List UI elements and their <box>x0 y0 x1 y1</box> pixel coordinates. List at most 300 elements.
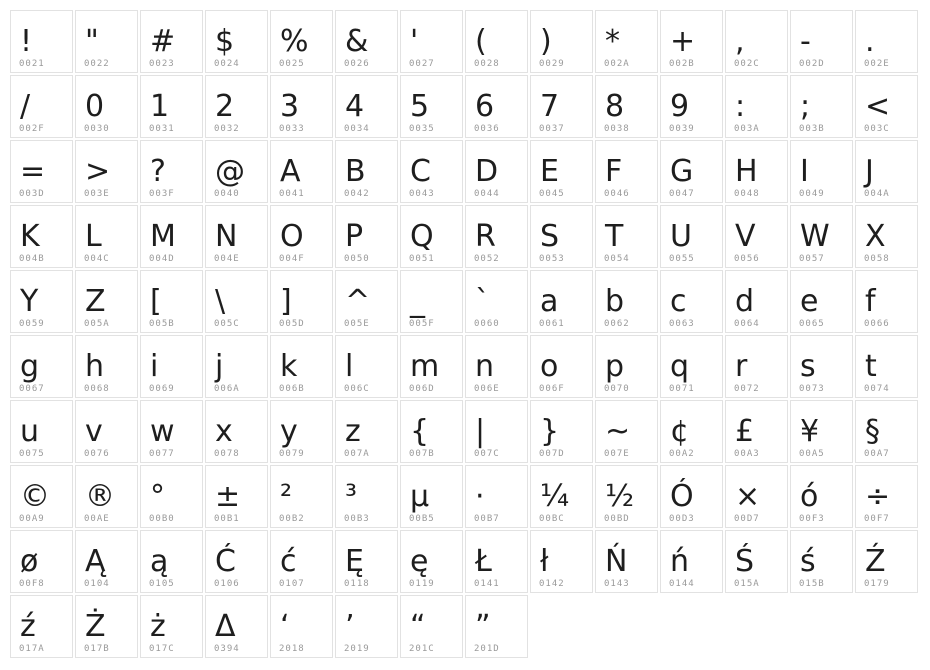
glyph-cell <box>725 465 788 528</box>
glyph-codepoint-label: 0142 <box>539 579 565 589</box>
glyph-codepoint-label: 007D <box>539 449 565 459</box>
glyph-character: W <box>800 218 830 254</box>
glyph-cell <box>335 205 398 268</box>
glyph-cell <box>270 400 333 463</box>
glyph-character: ³ <box>345 478 358 514</box>
glyph-codepoint-label: 0119 <box>409 579 435 589</box>
glyph-cell <box>530 335 593 398</box>
glyph-cell <box>335 335 398 398</box>
glyph-cell <box>205 465 268 528</box>
glyph-character: G <box>670 153 694 189</box>
glyph-cell <box>10 465 73 528</box>
glyph-character: O <box>280 218 304 254</box>
glyph-codepoint-label: 003E <box>84 189 110 199</box>
glyph-cell <box>205 335 268 398</box>
glyph-character: ' <box>410 23 419 59</box>
glyph-cell <box>530 10 593 73</box>
glyph-codepoint-label: 0055 <box>669 254 695 264</box>
glyph-character: % <box>280 23 309 59</box>
glyph-cell <box>270 10 333 73</box>
glyph-cell <box>595 270 658 333</box>
glyph-codepoint-label: 003C <box>864 124 890 134</box>
glyph-cell <box>140 75 203 138</box>
glyph-character: + <box>670 23 696 59</box>
glyph-codepoint-label: 201D <box>474 644 500 654</box>
glyph-cell <box>10 205 73 268</box>
glyph-codepoint-label: 004B <box>19 254 45 264</box>
glyph-cell <box>855 75 918 138</box>
glyph-character: X <box>865 218 886 254</box>
glyph-codepoint-label: 0026 <box>344 59 370 69</box>
glyph-cell <box>855 400 918 463</box>
glyph-codepoint-label: 006D <box>409 384 435 394</box>
glyph-codepoint-label: 0035 <box>409 124 435 134</box>
glyph-codepoint-label: 00BC <box>539 514 565 524</box>
glyph-cell <box>205 530 268 593</box>
glyph-character: H <box>735 153 758 189</box>
glyph-character: o <box>540 348 559 384</box>
glyph-codepoint-label: 0033 <box>279 124 305 134</box>
glyph-character: Ż <box>85 608 106 644</box>
glyph-character: Ę <box>345 543 364 579</box>
glyph-codepoint-label: 00A5 <box>799 449 825 459</box>
glyph-character: " <box>85 23 99 59</box>
glyph-codepoint-label: 0141 <box>474 579 500 589</box>
glyph-character: P <box>345 218 364 254</box>
glyph-character: * <box>605 23 620 59</box>
glyph-character: g <box>20 348 40 384</box>
glyph-cell <box>75 205 138 268</box>
glyph-cell <box>660 75 723 138</box>
glyph-cell <box>140 530 203 593</box>
glyph-codepoint-label: 003D <box>19 189 45 199</box>
glyph-cell <box>660 140 723 203</box>
glyph-cell <box>790 75 853 138</box>
glyph-cell <box>335 465 398 528</box>
glyph-character: S <box>540 218 560 254</box>
glyph-codepoint-label: 002F <box>19 124 45 134</box>
glyph-codepoint-label: 015B <box>799 579 825 589</box>
glyph-cell <box>205 400 268 463</box>
glyph-cell <box>75 400 138 463</box>
glyph-character: Y <box>20 283 39 319</box>
glyph-codepoint-label: 0048 <box>734 189 760 199</box>
glyph-cell <box>140 465 203 528</box>
glyph-cell <box>855 465 918 528</box>
glyph-cell <box>75 10 138 73</box>
glyph-cell <box>790 400 853 463</box>
glyph-character: E <box>540 153 559 189</box>
glyph-character: e <box>800 283 819 319</box>
glyph-cell <box>465 335 528 398</box>
glyph-cell <box>725 140 788 203</box>
glyph-character: 4 <box>345 88 365 124</box>
glyph-character: N <box>215 218 238 254</box>
glyph-codepoint-label: 0028 <box>474 59 500 69</box>
glyph-cell <box>725 205 788 268</box>
glyph-cell <box>595 140 658 203</box>
glyph-cell <box>725 400 788 463</box>
glyph-character: ) <box>540 23 552 59</box>
glyph-cell <box>790 270 853 333</box>
glyph-codepoint-label: 0056 <box>734 254 760 264</box>
glyph-codepoint-label: 0107 <box>279 579 305 589</box>
glyph-cell <box>660 400 723 463</box>
glyph-cell <box>530 270 593 333</box>
glyph-codepoint-label: 0070 <box>604 384 630 394</box>
glyph-codepoint-label: 002B <box>669 59 695 69</box>
glyph-cell <box>400 10 463 73</box>
glyph-codepoint-label: 0079 <box>279 449 305 459</box>
glyph-character: 9 <box>670 88 690 124</box>
glyph-codepoint-label: 002A <box>604 59 630 69</box>
glyph-cell <box>400 400 463 463</box>
glyph-codepoint-label: 007B <box>409 449 435 459</box>
glyph-cell <box>465 10 528 73</box>
glyph-character: _ <box>410 283 425 319</box>
glyph-codepoint-label: 0032 <box>214 124 240 134</box>
glyph-character: Ó <box>670 478 694 514</box>
glyph-character: < <box>865 88 891 124</box>
glyph-character: ą <box>150 543 169 579</box>
glyph-character: ø <box>20 543 39 579</box>
glyph-codepoint-label: 0063 <box>669 319 695 329</box>
glyph-cell <box>660 205 723 268</box>
glyph-codepoint-label: 005B <box>149 319 175 329</box>
glyph-codepoint-label: 0047 <box>669 189 695 199</box>
glyph-codepoint-label: 2019 <box>344 644 370 654</box>
glyph-character: ” <box>475 608 491 644</box>
glyph-character: D <box>475 153 499 189</box>
glyph-codepoint-label: 0023 <box>149 59 175 69</box>
glyph-cell <box>140 335 203 398</box>
glyph-character: / <box>20 88 31 124</box>
glyph-codepoint-label: 0062 <box>604 319 630 329</box>
glyph-cell <box>400 465 463 528</box>
glyph-cell <box>205 10 268 73</box>
glyph-character: ś <box>800 543 816 579</box>
glyph-codepoint-label: 00B7 <box>474 514 500 524</box>
glyph-character: 3 <box>280 88 300 124</box>
glyph-codepoint-label: 0036 <box>474 124 500 134</box>
glyph-codepoint-label: 004D <box>149 254 175 264</box>
glyph-cell <box>660 465 723 528</box>
glyph-character: ½ <box>605 478 635 514</box>
glyph-character: q <box>670 348 690 384</box>
glyph-cell <box>530 530 593 593</box>
glyph-character: c <box>670 283 687 319</box>
glyph-cell <box>75 140 138 203</box>
glyph-codepoint-label: 00F3 <box>799 514 825 524</box>
glyph-codepoint-label: 00D7 <box>734 514 760 524</box>
glyph-codepoint-label: 006B <box>279 384 305 394</box>
glyph-cell <box>400 335 463 398</box>
glyph-cell <box>790 335 853 398</box>
glyph-cell <box>530 465 593 528</box>
glyph-character: ² <box>280 478 293 514</box>
glyph-cell <box>660 530 723 593</box>
glyph-codepoint-label: 0021 <box>19 59 45 69</box>
glyph-character: ‘ <box>280 608 290 644</box>
glyph-codepoint-label: 004A <box>864 189 890 199</box>
glyph-cell <box>465 400 528 463</box>
glyph-codepoint-label: 0104 <box>84 579 110 589</box>
glyph-codepoint-label: 0059 <box>19 319 45 329</box>
glyph-character: ’ <box>345 608 355 644</box>
glyph-codepoint-label: 0043 <box>409 189 435 199</box>
glyph-cell <box>790 10 853 73</box>
glyph-cell <box>530 400 593 463</box>
glyph-character: “ <box>410 608 426 644</box>
glyph-codepoint-label: 004C <box>84 254 110 264</box>
glyph-cell <box>400 270 463 333</box>
glyph-codepoint-label: 00A7 <box>864 449 890 459</box>
glyph-codepoint-label: 017A <box>19 644 45 654</box>
glyph-cell <box>855 140 918 203</box>
glyph-character: ł <box>540 543 549 579</box>
glyph-codepoint-label: 0078 <box>214 449 240 459</box>
glyph-cell <box>595 400 658 463</box>
glyph-cell <box>855 10 918 73</box>
glyph-character: 8 <box>605 88 625 124</box>
glyph-cell <box>400 140 463 203</box>
glyph-character: ; <box>800 88 811 124</box>
glyph-codepoint-label: 201C <box>409 644 435 654</box>
glyph-codepoint-label: 0038 <box>604 124 630 134</box>
glyph-cell <box>75 465 138 528</box>
glyph-codepoint-label: 0106 <box>214 579 240 589</box>
glyph-character: V <box>735 218 756 254</box>
glyph-codepoint-label: 007C <box>474 449 500 459</box>
glyph-cell <box>205 205 268 268</box>
glyph-cell <box>400 205 463 268</box>
glyph-codepoint-label: 005C <box>214 319 240 329</box>
glyph-cell <box>270 270 333 333</box>
glyph-codepoint-label: 0040 <box>214 189 240 199</box>
glyph-cell <box>335 140 398 203</box>
glyph-codepoint-label: 0060 <box>474 319 500 329</box>
glyph-character: m <box>410 348 440 384</box>
glyph-character: s <box>800 348 816 384</box>
glyph-codepoint-label: 0027 <box>409 59 435 69</box>
glyph-character: ® <box>85 478 115 514</box>
glyph-codepoint-label: 0022 <box>84 59 110 69</box>
glyph-cell <box>855 270 918 333</box>
glyph-cell <box>335 595 398 658</box>
glyph-codepoint-label: 007A <box>344 449 370 459</box>
glyph-codepoint-label: 0072 <box>734 384 760 394</box>
glyph-cell <box>10 140 73 203</box>
glyph-character: ó <box>800 478 819 514</box>
glyph-codepoint-label: 0037 <box>539 124 565 134</box>
glyph-character: J <box>865 153 874 189</box>
glyph-cell <box>595 75 658 138</box>
glyph-cell <box>140 595 203 658</box>
glyph-codepoint-label: 0050 <box>344 254 370 264</box>
glyph-character: 1 <box>150 88 170 124</box>
glyph-cell <box>270 205 333 268</box>
glyph-cell <box>270 75 333 138</box>
glyph-character: & <box>345 23 369 59</box>
glyph-character: h <box>85 348 105 384</box>
glyph-character: ! <box>20 23 33 59</box>
glyph-codepoint-label: 0049 <box>799 189 825 199</box>
glyph-codepoint-label: 002E <box>864 59 890 69</box>
glyph-character: ¥ <box>800 413 820 449</box>
glyph-codepoint-label: 00BD <box>604 514 630 524</box>
glyph-character: ¢ <box>670 413 690 449</box>
glyph-cell <box>140 205 203 268</box>
glyph-codepoint-label: 0061 <box>539 319 565 329</box>
glyph-codepoint-label: 00B2 <box>279 514 305 524</box>
glyph-character: ń <box>670 543 690 579</box>
glyph-cell <box>660 335 723 398</box>
glyph-codepoint-label: 004E <box>214 254 240 264</box>
glyph-character: y <box>280 413 298 449</box>
glyph-character: @ <box>215 153 245 189</box>
glyph-character: ` <box>475 283 490 319</box>
glyph-character: # <box>150 23 176 59</box>
glyph-character: > <box>85 153 111 189</box>
glyph-codepoint-label: 006E <box>474 384 500 394</box>
glyph-character: | <box>475 413 486 449</box>
glyph-codepoint-label: 003A <box>734 124 760 134</box>
glyph-cell <box>595 10 658 73</box>
glyph-codepoint-label: 0073 <box>799 384 825 394</box>
glyph-character: F <box>605 153 623 189</box>
glyph-character: 7 <box>540 88 560 124</box>
glyph-codepoint-label: 0064 <box>734 319 760 329</box>
glyph-cell <box>855 335 918 398</box>
glyph-character: : <box>735 88 746 124</box>
glyph-codepoint-label: 0054 <box>604 254 630 264</box>
character-map-grid <box>10 10 922 660</box>
glyph-cell <box>855 530 918 593</box>
glyph-character: [ <box>150 283 162 319</box>
glyph-character: ? <box>150 153 166 189</box>
glyph-character: ć <box>280 543 297 579</box>
glyph-cell <box>270 335 333 398</box>
glyph-cell <box>10 400 73 463</box>
glyph-codepoint-label: 005F <box>409 319 435 329</box>
glyph-codepoint-label: 006F <box>539 384 565 394</box>
glyph-codepoint-label: 0069 <box>149 384 175 394</box>
glyph-codepoint-label: 015A <box>734 579 760 589</box>
glyph-codepoint-label: 005A <box>84 319 110 329</box>
glyph-cell <box>465 75 528 138</box>
glyph-cell <box>335 75 398 138</box>
glyph-codepoint-label: 0042 <box>344 189 370 199</box>
glyph-cell <box>530 140 593 203</box>
glyph-character: r <box>735 348 748 384</box>
glyph-cell <box>205 140 268 203</box>
glyph-character: 0 <box>85 88 105 124</box>
glyph-character: f <box>865 283 876 319</box>
glyph-codepoint-label: 0057 <box>799 254 825 264</box>
glyph-character: b <box>605 283 625 319</box>
glyph-codepoint-label: 00A9 <box>19 514 45 524</box>
glyph-character: ( <box>475 23 487 59</box>
glyph-codepoint-label: 003F <box>149 189 175 199</box>
glyph-cell <box>10 335 73 398</box>
glyph-codepoint-label: 0039 <box>669 124 695 134</box>
glyph-codepoint-label: 00B5 <box>409 514 435 524</box>
glyph-cell <box>75 75 138 138</box>
glyph-codepoint-label: 00AE <box>84 514 110 524</box>
glyph-character: § <box>865 413 880 449</box>
glyph-codepoint-label: 005D <box>279 319 305 329</box>
glyph-character: ż <box>150 608 166 644</box>
glyph-codepoint-label: 00B1 <box>214 514 240 524</box>
glyph-cell <box>790 205 853 268</box>
glyph-codepoint-label: 0041 <box>279 189 305 199</box>
glyph-codepoint-label: 0066 <box>864 319 890 329</box>
glyph-character: } <box>540 413 560 449</box>
glyph-character: © <box>20 478 50 514</box>
glyph-cell <box>660 270 723 333</box>
glyph-codepoint-label: 0076 <box>84 449 110 459</box>
glyph-cell <box>530 205 593 268</box>
glyph-character: l <box>345 348 354 384</box>
glyph-character: £ <box>735 413 755 449</box>
glyph-cell <box>10 530 73 593</box>
glyph-character: w <box>150 413 175 449</box>
glyph-cell <box>75 335 138 398</box>
glyph-cell <box>790 465 853 528</box>
glyph-codepoint-label: 0067 <box>19 384 45 394</box>
glyph-character: Ć <box>215 543 236 579</box>
glyph-cell <box>465 595 528 658</box>
glyph-character: n <box>475 348 495 384</box>
glyph-cell <box>725 335 788 398</box>
glyph-cell <box>335 400 398 463</box>
glyph-character: ^ <box>345 283 371 319</box>
glyph-cell <box>595 335 658 398</box>
glyph-codepoint-label: 0077 <box>149 449 175 459</box>
glyph-character: a <box>540 283 559 319</box>
glyph-cell <box>335 530 398 593</box>
glyph-cell <box>10 270 73 333</box>
glyph-cell <box>10 75 73 138</box>
glyph-codepoint-label: 0046 <box>604 189 630 199</box>
glyph-cell <box>75 270 138 333</box>
glyph-cell <box>465 270 528 333</box>
glyph-character: Ź <box>865 543 886 579</box>
glyph-codepoint-label: 007E <box>604 449 630 459</box>
glyph-cell <box>725 530 788 593</box>
glyph-codepoint-label: 0143 <box>604 579 630 589</box>
glyph-codepoint-label: 005E <box>344 319 370 329</box>
glyph-codepoint-label: 0053 <box>539 254 565 264</box>
glyph-cell <box>10 10 73 73</box>
glyph-character: U <box>670 218 692 254</box>
glyph-character: ° <box>150 478 165 514</box>
glyph-cell <box>400 595 463 658</box>
glyph-codepoint-label: 0051 <box>409 254 435 264</box>
glyph-cell <box>400 530 463 593</box>
glyph-cell <box>140 270 203 333</box>
glyph-cell <box>595 205 658 268</box>
glyph-codepoint-label: 0075 <box>19 449 45 459</box>
glyph-cell <box>790 530 853 593</box>
glyph-character: t <box>865 348 877 384</box>
glyph-codepoint-label: 0030 <box>84 124 110 134</box>
glyph-character: ę <box>410 543 429 579</box>
glyph-cell <box>270 530 333 593</box>
glyph-cell <box>270 595 333 658</box>
glyph-cell <box>465 140 528 203</box>
glyph-character: µ <box>410 478 430 514</box>
